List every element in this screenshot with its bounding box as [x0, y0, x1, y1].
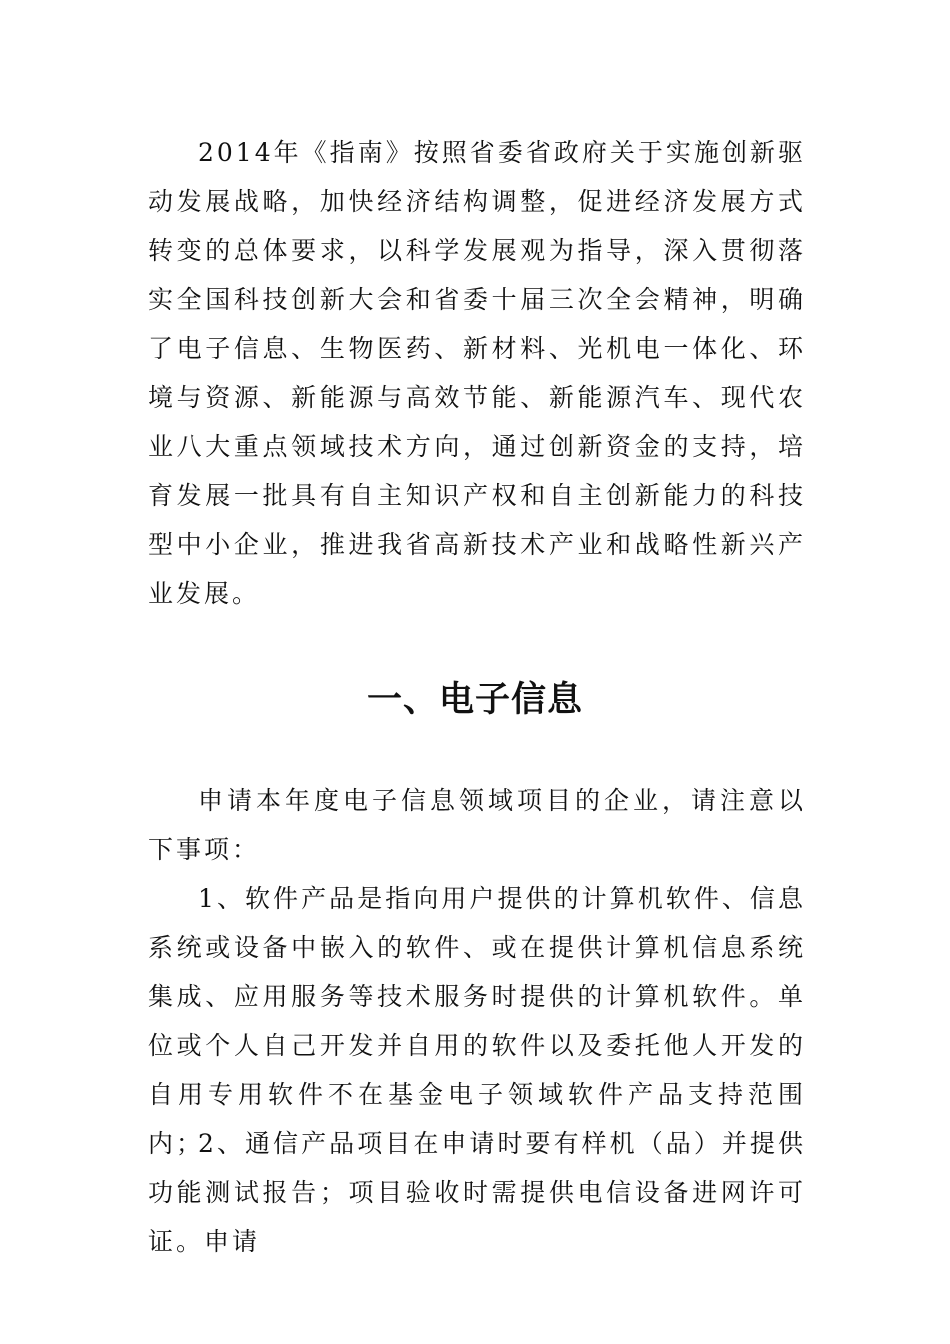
item-1-paragraph: 1、软件产品是指向用户提供的计算机软件、信息系统或设备中嵌入的软件、或在提供计算机信息系统集成、应用服务等技术服务时提供的计算机软件。单位或个人自己开发并自用的软件以及委托他人开发的自用专用软件不在基金电子领域软件产品支持范围内； — [148, 884, 806, 1158]
section-heading: 一、电子信息 — [366, 680, 583, 720]
section-intro-paragraph: 申请本年度电子信息领域项目的企业，请注意以下事项： — [148, 786, 806, 864]
intro-paragraph: 2014年《指南》按照省委省政府关于实施创新驱动发展战略，加快经济结构调整，促进经济发展方式转变的总体要求，以科学发展观为指导，深入贯彻落实全国科技创新大会和省委十届三次全会精神，明确了电子信息、生物医药、新材料、光机电一体化、环境与资源、新能源与高效节能、新能源汽车、现代农业八大重点领域技术方向，通过创新资金的支持，培育发展一批具有自主知识产权和自主创新能力的科技型中小企业，推进我省高新技术产业和战略性新兴产业发展。 — [148, 138, 806, 608]
item-2-paragraph: 2、通信产品项目在申请时要有样机（品）并提供功能测试报告；项目验收时需提供电信设备进网许可证。申请 — [148, 1129, 806, 1256]
